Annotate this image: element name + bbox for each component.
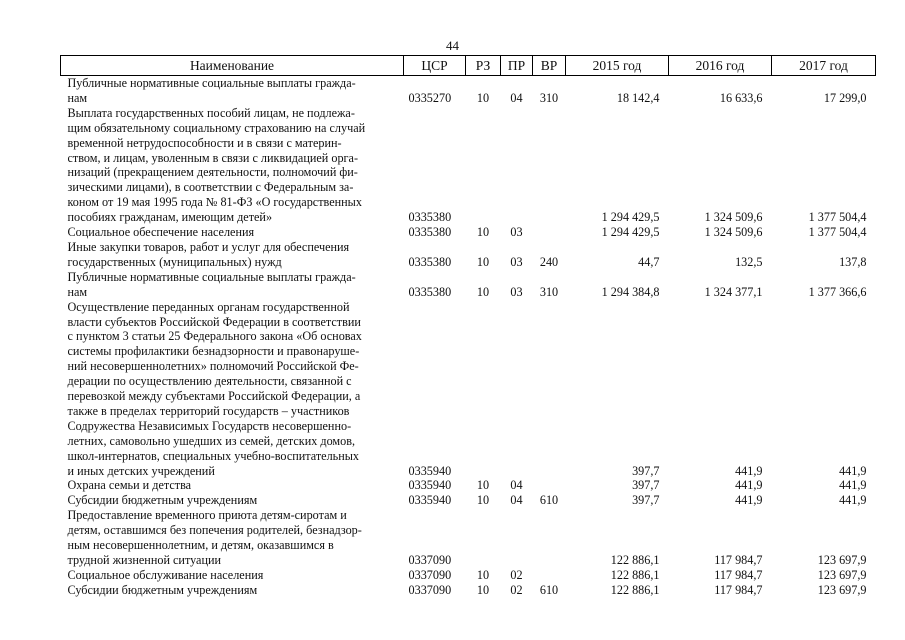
cell-pr [501, 300, 533, 479]
cell-name: Социальное обслуживание населения [67, 567, 264, 582]
cell-vr [533, 300, 566, 479]
table-row [61, 568, 876, 583]
cell-vr: 610 [539, 582, 559, 597]
cell-vr: 610 [539, 493, 559, 508]
page-number: 44 [446, 38, 459, 53]
header-row [61, 56, 876, 76]
cell-pr: 03 [510, 254, 523, 269]
header-2016: 2016 год [669, 56, 772, 76]
cell-2015: 44,7 [638, 254, 660, 269]
cell-rz [466, 106, 501, 225]
header-csr: ЦСР [404, 56, 466, 76]
cell-rz [466, 508, 501, 568]
cell-csr: 0335940 [408, 478, 452, 493]
cell-name: Субсидии бюджетным учреждениям [67, 582, 258, 597]
table-row [61, 493, 876, 508]
cell-csr: 0335270 [408, 90, 452, 105]
header-pr: ПР [501, 56, 533, 76]
cell-2016: 441,9 [735, 493, 763, 508]
cell-rz: 10 [476, 90, 490, 105]
cell-csr: 0337090 [408, 567, 452, 582]
header-2017: 2017 год [772, 56, 876, 76]
cell-2016: 117 984,7 [714, 582, 763, 597]
cell-rz: 10 [476, 284, 490, 299]
table-row [61, 76, 876, 106]
cell-2017: 123 697,9 [817, 567, 867, 582]
header-2015: 2015 год [566, 56, 669, 76]
cell-name: Предоставление временного приюта детям-сиротам и детям, оставшимся без попечения родителей, безнадзор- ным несовершеннолетним, и детям, оказавшимся в трудной жизненной ситуации [67, 508, 362, 567]
cell-vr [533, 225, 566, 240]
cell-rz: 10 [476, 478, 490, 493]
cell-pr: 04 [510, 90, 523, 105]
cell-name: Публичные нормативные социальные выплаты гражда- нам [67, 269, 356, 299]
table-row [61, 508, 876, 568]
cell-csr: 0335940 [408, 493, 452, 508]
cell-pr: 03 [510, 284, 523, 299]
cell-rz: 10 [476, 254, 490, 269]
cell-2016: 1 324 509,6 [704, 225, 763, 240]
cell-rz: 10 [476, 493, 490, 508]
cell-2016: 1 324 377,1 [704, 284, 763, 299]
table-row [61, 583, 876, 598]
cell-vr [533, 106, 566, 225]
cell-pr [501, 508, 533, 568]
table-row [61, 240, 876, 270]
cell-2015: 397,7 [632, 493, 660, 508]
table-row [61, 106, 876, 225]
cell-2016: 132,5 [735, 254, 763, 269]
cell-pr: 03 [510, 225, 523, 240]
cell-pr [501, 106, 533, 225]
cell-2017: 441,9 [839, 463, 867, 478]
cell-name: Иные закупки товаров, работ и услуг для обеспечения государственных (муниципальных) нужд [67, 239, 350, 269]
cell-vr [533, 478, 566, 493]
table-row [61, 225, 876, 240]
cell-vr: 310 [539, 284, 559, 299]
cell-2016: 117 984,7 [714, 553, 763, 567]
cell-2016: 16 633,6 [719, 90, 763, 105]
cell-rz: 10 [476, 225, 490, 240]
table-row [61, 300, 876, 479]
cell-2017: 137,8 [839, 254, 867, 269]
cell-name: Публичные нормативные социальные выплаты гражда- нам [67, 76, 356, 105]
cell-vr [533, 568, 566, 583]
cell-2017: 123 697,9 [817, 582, 867, 597]
cell-rz: 10 [476, 567, 490, 582]
cell-2017: 17 299,0 [823, 90, 867, 105]
cell-name: Субсидии бюджетным учреждениям [67, 493, 258, 508]
cell-csr: 0337090 [408, 553, 452, 567]
cell-name: Осуществление переданных органам государственной власти субъектов Российской Федерации в соответствии с пунктом 3 статьи 25 Федерального закона «Об основах системы профилактики безнадзорности и правонаруше- ний несовершеннолетних» полномочий Российской Фе- дерации по осуществлению деятельности, связанной с перевозкой между субъектами Российской Федерации, а также в пределах территорий государств – участников Содружества Независимых Государств несовершенно- летних, самовольно ушедших из семей, детских домов, школ-интернатов, специальных учебно-воспитательных и иных детских учреждений [67, 299, 362, 478]
cell-2016: 441,9 [735, 463, 763, 478]
cell-rz [466, 300, 501, 479]
header-rz: РЗ [466, 56, 501, 76]
header-vr: ВР [533, 56, 566, 76]
header-name: Наименование [61, 56, 404, 76]
cell-2016: 1 324 509,6 [704, 210, 763, 225]
cell-csr: 0335380 [408, 284, 452, 299]
cell-vr: 240 [539, 254, 559, 269]
cell-rz: 10 [476, 582, 490, 597]
cell-csr: 0335380 [408, 225, 452, 240]
cell-pr: 04 [510, 493, 523, 508]
table-body [61, 76, 876, 598]
cell-2015: 122 886,1 [610, 553, 660, 567]
cell-2016: 117 984,7 [714, 567, 763, 582]
cell-2017: 441,9 [839, 478, 867, 493]
cell-2015: 1 294 384,8 [601, 284, 660, 299]
table-row [61, 270, 876, 300]
table-row [61, 478, 876, 493]
cell-pr: 02 [510, 582, 523, 597]
cell-vr: 310 [539, 90, 559, 105]
cell-name: Охрана семьи и детства [67, 478, 192, 493]
cell-2016: 441,9 [735, 478, 763, 493]
cell-2015: 1 294 429,5 [601, 225, 660, 240]
cell-csr: 0335380 [408, 254, 452, 269]
cell-2017: 1 377 504,4 [808, 225, 867, 240]
cell-2015: 397,7 [632, 463, 660, 478]
cell-2017: 1 377 504,4 [808, 210, 867, 225]
cell-2017: 1 377 366,6 [808, 284, 867, 299]
cell-csr: 0335380 [408, 210, 452, 225]
cell-2017: 123 697,9 [817, 553, 867, 567]
cell-2015: 18 142,4 [616, 90, 660, 105]
cell-name: Выплата государственных пособий лицам, не подлежа- щим обязательному социальному страхованию на случай временной нетрудоспособности и в связи с материн- ством, и лицам, уволенным в связи с ликвидацией орга- низаций (прекращением деятельности, полномочий фи- зическими лицами), в соответствии с Федеральным за- коном от 19 мая 1995 года № 81-ФЗ «О государственных пособиях гражданам, имеющим детей» [67, 105, 366, 225]
cell-csr: 0335940 [408, 463, 452, 478]
cell-pr: 04 [510, 478, 523, 493]
cell-2015: 122 886,1 [610, 582, 660, 597]
cell-csr: 0337090 [408, 582, 452, 597]
cell-2015: 1 294 429,5 [601, 210, 660, 225]
cell-name: Социальное обеспечение населения [67, 225, 255, 240]
budget-table [60, 55, 876, 598]
cell-2017: 441,9 [839, 493, 867, 508]
cell-2015: 397,7 [632, 478, 660, 493]
cell-pr: 02 [510, 567, 523, 582]
cell-vr [533, 508, 566, 568]
cell-2015: 122 886,1 [610, 567, 660, 582]
